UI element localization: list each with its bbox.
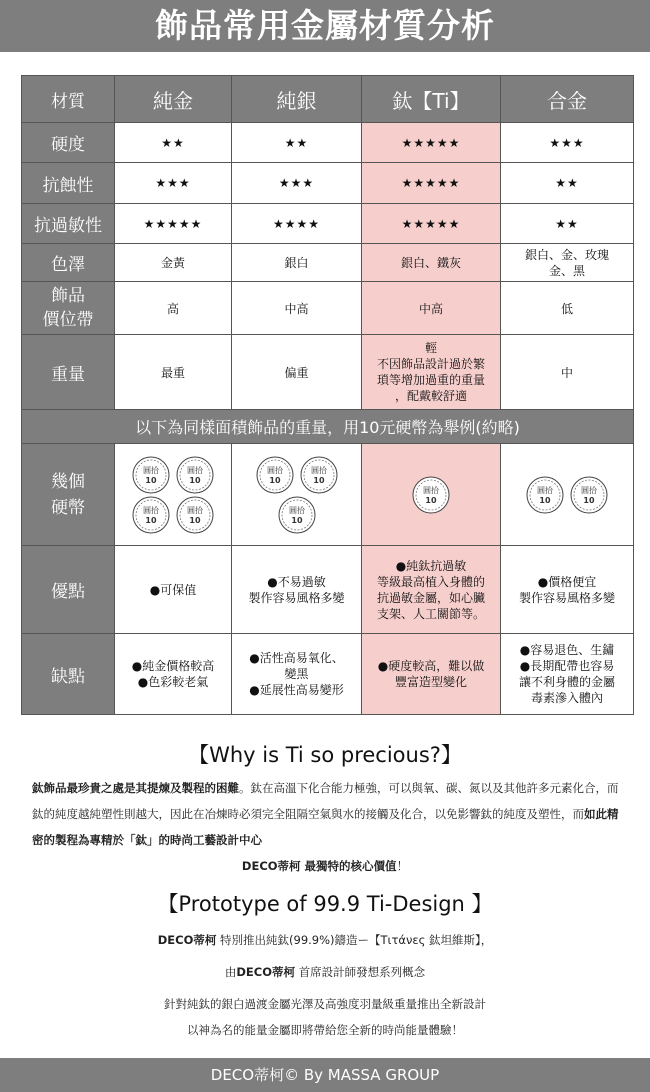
why-bold-tail: 如此精密的製程為專精於「鈦」的時尚工藝設計中心 xyxy=(32,807,619,847)
table-cell: 中 xyxy=(501,335,634,410)
table-row xyxy=(22,163,634,204)
corner-cell: 材質 xyxy=(22,76,115,123)
table-cell: ●純金價格較高 ●色彩較老氣 xyxy=(115,634,232,715)
table-row xyxy=(22,123,634,163)
table-cell: ★★★ xyxy=(232,163,362,204)
ten-dollar-coin-icon xyxy=(253,455,297,495)
coin-text: 圓拾 xyxy=(266,465,283,475)
core-value-text: 最獨特的核心價值 xyxy=(300,859,397,873)
ten-dollar-coin-icon xyxy=(523,475,567,515)
coin-value: 10 xyxy=(268,475,281,485)
coin-value: 10 xyxy=(189,475,201,485)
coins-cell-titanium xyxy=(362,444,501,546)
col-header-silver: 純銀 xyxy=(232,76,362,123)
coin-value: 10 xyxy=(189,515,201,525)
coin-value: 10 xyxy=(425,495,437,505)
table-cell: ★★★ xyxy=(115,163,232,204)
coin-value: 10 xyxy=(290,515,303,525)
table-cell: ★★ xyxy=(501,163,634,204)
ten-dollar-coin-icon xyxy=(567,475,611,515)
coin-text: 圓拾 xyxy=(187,465,203,475)
coin-text: 圓拾 xyxy=(423,485,439,495)
row-label-weight: 重量 xyxy=(22,335,115,410)
row-label-pros: 優點 xyxy=(22,546,115,634)
coin-group xyxy=(129,455,217,535)
core-value-end: ！ xyxy=(396,859,409,873)
why-title: 【Why is Ti so precious?】 xyxy=(188,743,462,767)
ten-dollar-coin-icon xyxy=(297,455,341,495)
brand-name: DECO蒂柯 xyxy=(241,859,301,873)
prototype-text: 首席設計師發想系列概念 xyxy=(294,965,426,979)
table-cell: 銀白、金、玫瑰 金、黑 xyxy=(501,244,634,282)
table-cell: ★★ xyxy=(232,123,362,163)
coin-text: 圓拾 xyxy=(581,485,597,495)
row-label-anti-allergy: 抗過敏性 xyxy=(22,204,115,244)
ten-dollar-coin-icon xyxy=(129,495,173,535)
page-title: 飾品常用金屬材質分析 xyxy=(0,0,650,52)
coin-group xyxy=(523,475,611,515)
prototype-line-3: 針對純鈦的銀白過渡金屬光澤及高強度羽量級重量推出全新設計 xyxy=(164,997,486,1011)
why-text: 。鈦在高溫下化合能力極強，可以與氧、碳、氮以及其他許多元素化合，而鈦的純度越純塑性則越大，因此在冶煉時必須完全阻隔空氣與水的接觸及化合，以免影響鈦的純度及塑性，而 xyxy=(32,781,619,821)
table-cell: ●不易過敏 製作容易風格多變 xyxy=(232,546,362,634)
table-row xyxy=(22,282,634,335)
why-bold-lead: 鈦飾品最珍貴之處是其提煉及製程的困難 xyxy=(32,781,239,795)
table-cell: ●可保值 xyxy=(115,546,232,634)
table-cell: 低 xyxy=(501,282,634,335)
why-paragraph xyxy=(32,775,622,853)
why-core-value xyxy=(0,858,650,874)
table-cell: 最重 xyxy=(115,335,232,410)
table-row xyxy=(22,204,634,244)
comparison-band-text: 以下為同樣面積飾品的重量，用10元硬幣為舉例(約略) xyxy=(22,410,634,444)
row-label-coins: 幾個 硬幣 xyxy=(22,444,115,546)
table-cell: ●容易退色、生鏽 ●長期配帶也容易 讓不利身體的金屬 毒素滲入體內 xyxy=(501,634,634,715)
row-label-cons: 缺點 xyxy=(22,634,115,715)
table-cell: 中高 xyxy=(232,282,362,335)
row-label-corrosion: 抗蝕性 xyxy=(22,163,115,204)
row-label-color: 色澤 xyxy=(22,244,115,282)
row-label-hardness: 硬度 xyxy=(22,123,115,163)
coin-text: 圓拾 xyxy=(310,465,327,475)
coins-row xyxy=(22,444,634,546)
table-header-row xyxy=(22,76,634,123)
brand-name: DECO蒂柯 xyxy=(236,965,295,979)
prototype-line-1 xyxy=(0,932,650,948)
row-label-price: 飾品 價位帶 xyxy=(22,282,115,335)
brand-name: DECO蒂柯 xyxy=(157,933,217,947)
coin-text: 圓拾 xyxy=(288,505,305,515)
prototype-line-2 xyxy=(0,964,650,980)
table-cell: ★★★★ xyxy=(232,204,362,244)
coin-group xyxy=(253,455,341,535)
prototype-text: 由 xyxy=(224,965,237,979)
table-cell: 偏重 xyxy=(232,335,362,410)
table-cell: ★★★★★ xyxy=(362,204,501,244)
comparison-band-row xyxy=(22,410,634,444)
table-cell: 銀白 xyxy=(232,244,362,282)
coin-value: 10 xyxy=(539,495,551,505)
table-cell: 中高 xyxy=(362,282,501,335)
ten-dollar-coin-icon xyxy=(409,475,453,515)
prototype-title: 【Prototype of 99.9 Ti-Design 】 xyxy=(157,892,493,916)
table-row xyxy=(22,634,634,715)
coin-group xyxy=(387,475,475,515)
ten-dollar-coin-icon xyxy=(173,455,217,495)
ten-dollar-coin-icon xyxy=(173,495,217,535)
table-cell: ★★★★★ xyxy=(362,123,501,163)
coins-cell-silver xyxy=(232,444,362,546)
coin-value: 10 xyxy=(312,475,325,485)
table-cell: 輕 不因飾品設計過於繁 瑣等增加過重的重量 ，配戴較舒適 xyxy=(362,335,501,410)
table-cell: ●硬度較高，難以做 豐富造型變化 xyxy=(362,634,501,715)
coin-text: 圓拾 xyxy=(537,485,553,495)
table-row xyxy=(22,335,634,410)
table-row xyxy=(22,244,634,282)
col-header-titanium: 鈦【Ti】 xyxy=(362,76,501,123)
table-cell: ★★★ xyxy=(501,123,634,163)
coins-cell-alloy xyxy=(501,444,634,546)
col-header-gold: 純金 xyxy=(115,76,232,123)
coin-value: 10 xyxy=(145,475,157,485)
table-cell: 金黃 xyxy=(115,244,232,282)
table-cell: ●價格便宜 製作容易風格多變 xyxy=(501,546,634,634)
table-cell: ★★ xyxy=(501,204,634,244)
prototype-text: 特別推出純鈦(99.9%)鑄造ー【Τιτάνες 鈦坦維斯】， xyxy=(216,933,493,947)
coin-value: 10 xyxy=(145,515,157,525)
table-cell: ●純鈦抗過敏 等級最高植入身體的 抗過敏金屬，如心臟 支架、人工關節等。 xyxy=(362,546,501,634)
coin-text: 圓拾 xyxy=(143,465,159,475)
coins-cell-gold xyxy=(115,444,232,546)
coin-text: 圓拾 xyxy=(187,505,203,515)
coin-value: 10 xyxy=(583,495,595,505)
table-row xyxy=(22,546,634,634)
table-cell: 高 xyxy=(115,282,232,335)
coin-text: 圓拾 xyxy=(143,505,159,515)
table-cell: ★★ xyxy=(115,123,232,163)
footer: DECO蒂柯© By MASSA GROUP xyxy=(0,1058,650,1092)
comparison-table xyxy=(21,75,634,715)
table-cell: ★★★★★ xyxy=(115,204,232,244)
col-header-alloy: 合金 xyxy=(501,76,634,123)
prototype-line-4: 以神為名的能量金屬即將帶給您全新的時尚能量體驗！ xyxy=(187,1023,463,1037)
ten-dollar-coin-icon xyxy=(275,495,319,535)
table-cell: 銀白、鐵灰 xyxy=(362,244,501,282)
table-cell: ★★★★★ xyxy=(362,163,501,204)
ten-dollar-coin-icon xyxy=(129,455,173,495)
table-cell: ●活性高易氧化、 變黑 ●延展性高易變形 xyxy=(232,634,362,715)
